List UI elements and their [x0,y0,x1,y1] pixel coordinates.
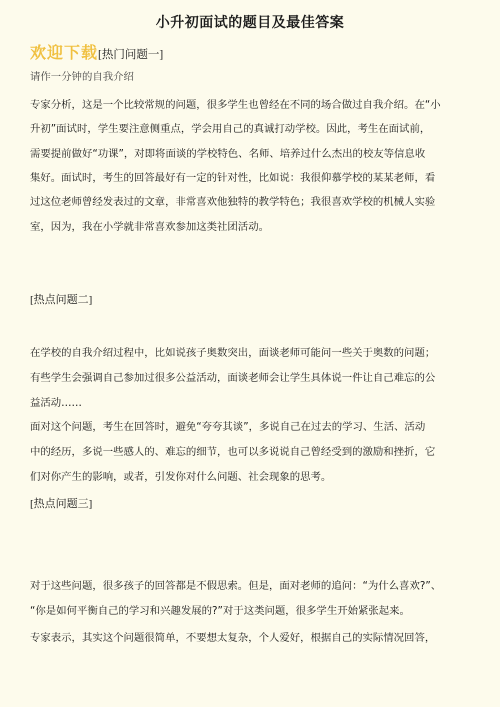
paragraph-line: 益活动…… [30,397,82,409]
question-1-prompt: 请作一分钟的自我介绍 [30,71,134,83]
paragraph-line: 对于这些问题，很多孩子的回答都是不假思索。但是，面对老师的追问：“为什么喜欢?”、 [30,580,442,592]
paragraph-line: 专家表示，其实这个问题很简单，不要想太复杂，个人爱好，根据自己的实际情况回答， [30,632,436,644]
paragraph-line: 需要提前做好“功课”，对即将面谈的学校特色、名师、培养过什么杰出的校友等信息收 [30,148,426,160]
paragraph-line: 集好。面试时，考生的回答最好有一定的针对性，比如说：我很仰慕学校的某某老师，看 [30,172,436,184]
paragraph-line: 面对这个问题，考生在回答时，避免“夸夸其谈”，多说自己在过去的学习、生活、活动 [30,421,426,433]
welcome-banner: 欢迎下载 [30,43,99,62]
hot-point-2-heading: [热点问题二] [30,294,93,306]
paragraph-line: 中的经历，多说一些感人的、难忘的细节，也可以多说说自己曾经受到的激励和挫折，它 [30,446,436,458]
paragraph-line: 室，因为，我在小学就非常喜欢参加这类社团活动。 [30,221,269,233]
hot-question-1-tag: [热门问题一] [98,49,164,61]
paragraph-line: 有些学生会强调自己参加过很多公益活动，面谈老师会让学生具体说一件让自己难忘的公 [30,372,436,384]
welcome-header [30,40,163,63]
paragraph-line: 们对你产生的影响，或者，引发你对什么问题、社会现象的思考。 [30,471,332,483]
document-title: 小升初面试的题目及最佳答案 [155,15,345,31]
paragraph-line: 专家分析，这是一个比较常规的问题，很多学生也曾经在不同的场合做过自我介绍。在“小 [30,99,441,111]
hot-point-3-heading: [热点问题三] [30,498,93,510]
paragraph-line: 在学校的自我介绍过程中，比如说孩子奥数突出，面谈老师可能问一些关于奥数的问题； [30,347,436,359]
paragraph-line: 过这位老师曾经发表过的文章，非常喜欢他独特的教学特色；我很喜欢学校的机械人实验 [30,196,436,208]
paragraph-line: “你是如何平衡自己的学习和兴趣发展的?”对于这类问题，很多学生开始紧张起来。 [30,605,410,617]
paragraph-line: 升初”面试时，学生要注意侧重点，学会用自己的真诚打动学校。因此，考生在面试前， [30,123,431,135]
